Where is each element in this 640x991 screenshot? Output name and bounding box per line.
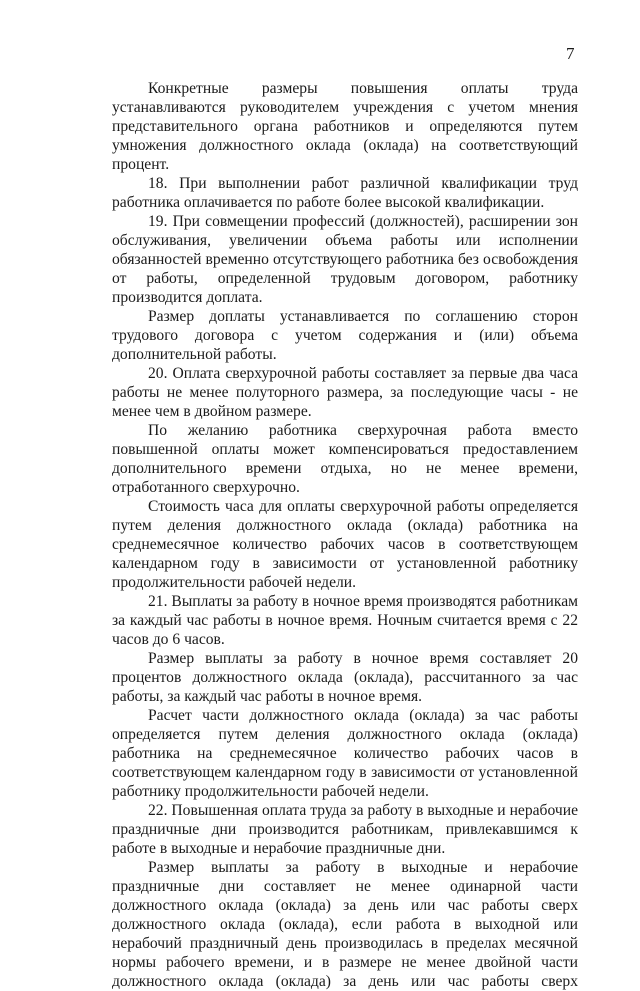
paragraph-surcharge-amount: Размер доплаты устанавливается по соглашению сторон трудового договора с учетом содержания и (или) объема дополнительной работы.: [112, 308, 578, 363]
paragraph-raise-amounts: Конкретные размеры повышения оплаты труда устанавливаются руководителем учреждения с учетом мнения представительного органа работников и определяются путем умножения должностного оклада (оклада) на соответствующий процент.: [112, 80, 578, 173]
paragraph-18-qualification: 18. При выполнении работ различной квалификации труд работника оплачивается по работе более высокой квалификации.: [112, 175, 578, 211]
paragraph-19-combining-duties: 19. При совмещении профессий (должностей), расширении зон обслуживания, увеличении объема работы или исполнении обязанностей временно отсутствующего работника без освобождения от работы, определенной трудовым договором, работнику производится доплата.: [112, 213, 578, 306]
document-body: [112, 79, 578, 991]
paragraph-20-overtime: 20. Оплата сверхурочной работы составляет за первые два часа работы не менее полуторного размера, за последующие часы - не менее чем в двойном размере.: [112, 365, 578, 420]
paragraph-22-weekend-work: 22. Повышенная оплата труда за работу в выходные и нерабочие праздничные дни производится работникам, привлекавшимся к работе в выходные и нерабочие праздничные дни.: [112, 802, 578, 857]
paragraph-weekend-work-amount: Размер выплаты за работу в выходные и нерабочие праздничные дни составляет не менее одинарной части должностного оклада (оклада) за день или час работы сверх должностного оклада (оклада), если работа в выходной или нерабочий праздничный день производилась в пределах месячной нормы рабочего времени, и в размере не менее двойной части должностного оклада (оклада) за день или час работы сверх: [112, 859, 578, 990]
paragraph-21-night-work: 21. Выплаты за работу в ночное время производятся работникам за каждый час работы в ночное время. Ночным считается время с 22 часов до 6 часов.: [112, 593, 578, 648]
page-number: 7: [566, 44, 575, 63]
paragraph-overtime-rest-compensation: По желанию работника сверхурочная работа вместо повышенной оплаты может компенсироваться предоставлением дополнительного времени отдыха, но не менее времени, отработанного сверхурочно.: [112, 422, 578, 496]
paragraph-night-work-amount: Размер выплаты за работу в ночное время составляет 20 процентов должностного оклада (оклада), рассчитанного за час работы, за каждый час работы в ночное время.: [112, 650, 578, 705]
paragraph-hourly-salary-calculation: Расчет части должностного оклада (оклада) за час работы определяется путем деления должностного оклада (оклада) работника на среднемесячное количество рабочих часов в соответствующем календарном году в зависимости от установленной работнику продолжительности рабочей недели.: [112, 707, 578, 800]
paragraph-overtime-hour-cost: Стоимость часа для оплаты сверхурочной работы определяется путем деления должностного оклада (оклада) работника на среднемесячное количество рабочих часов в соответствующем календарном году в зависимости от установленной работнику продолжительности рабочей недели.: [112, 498, 578, 591]
